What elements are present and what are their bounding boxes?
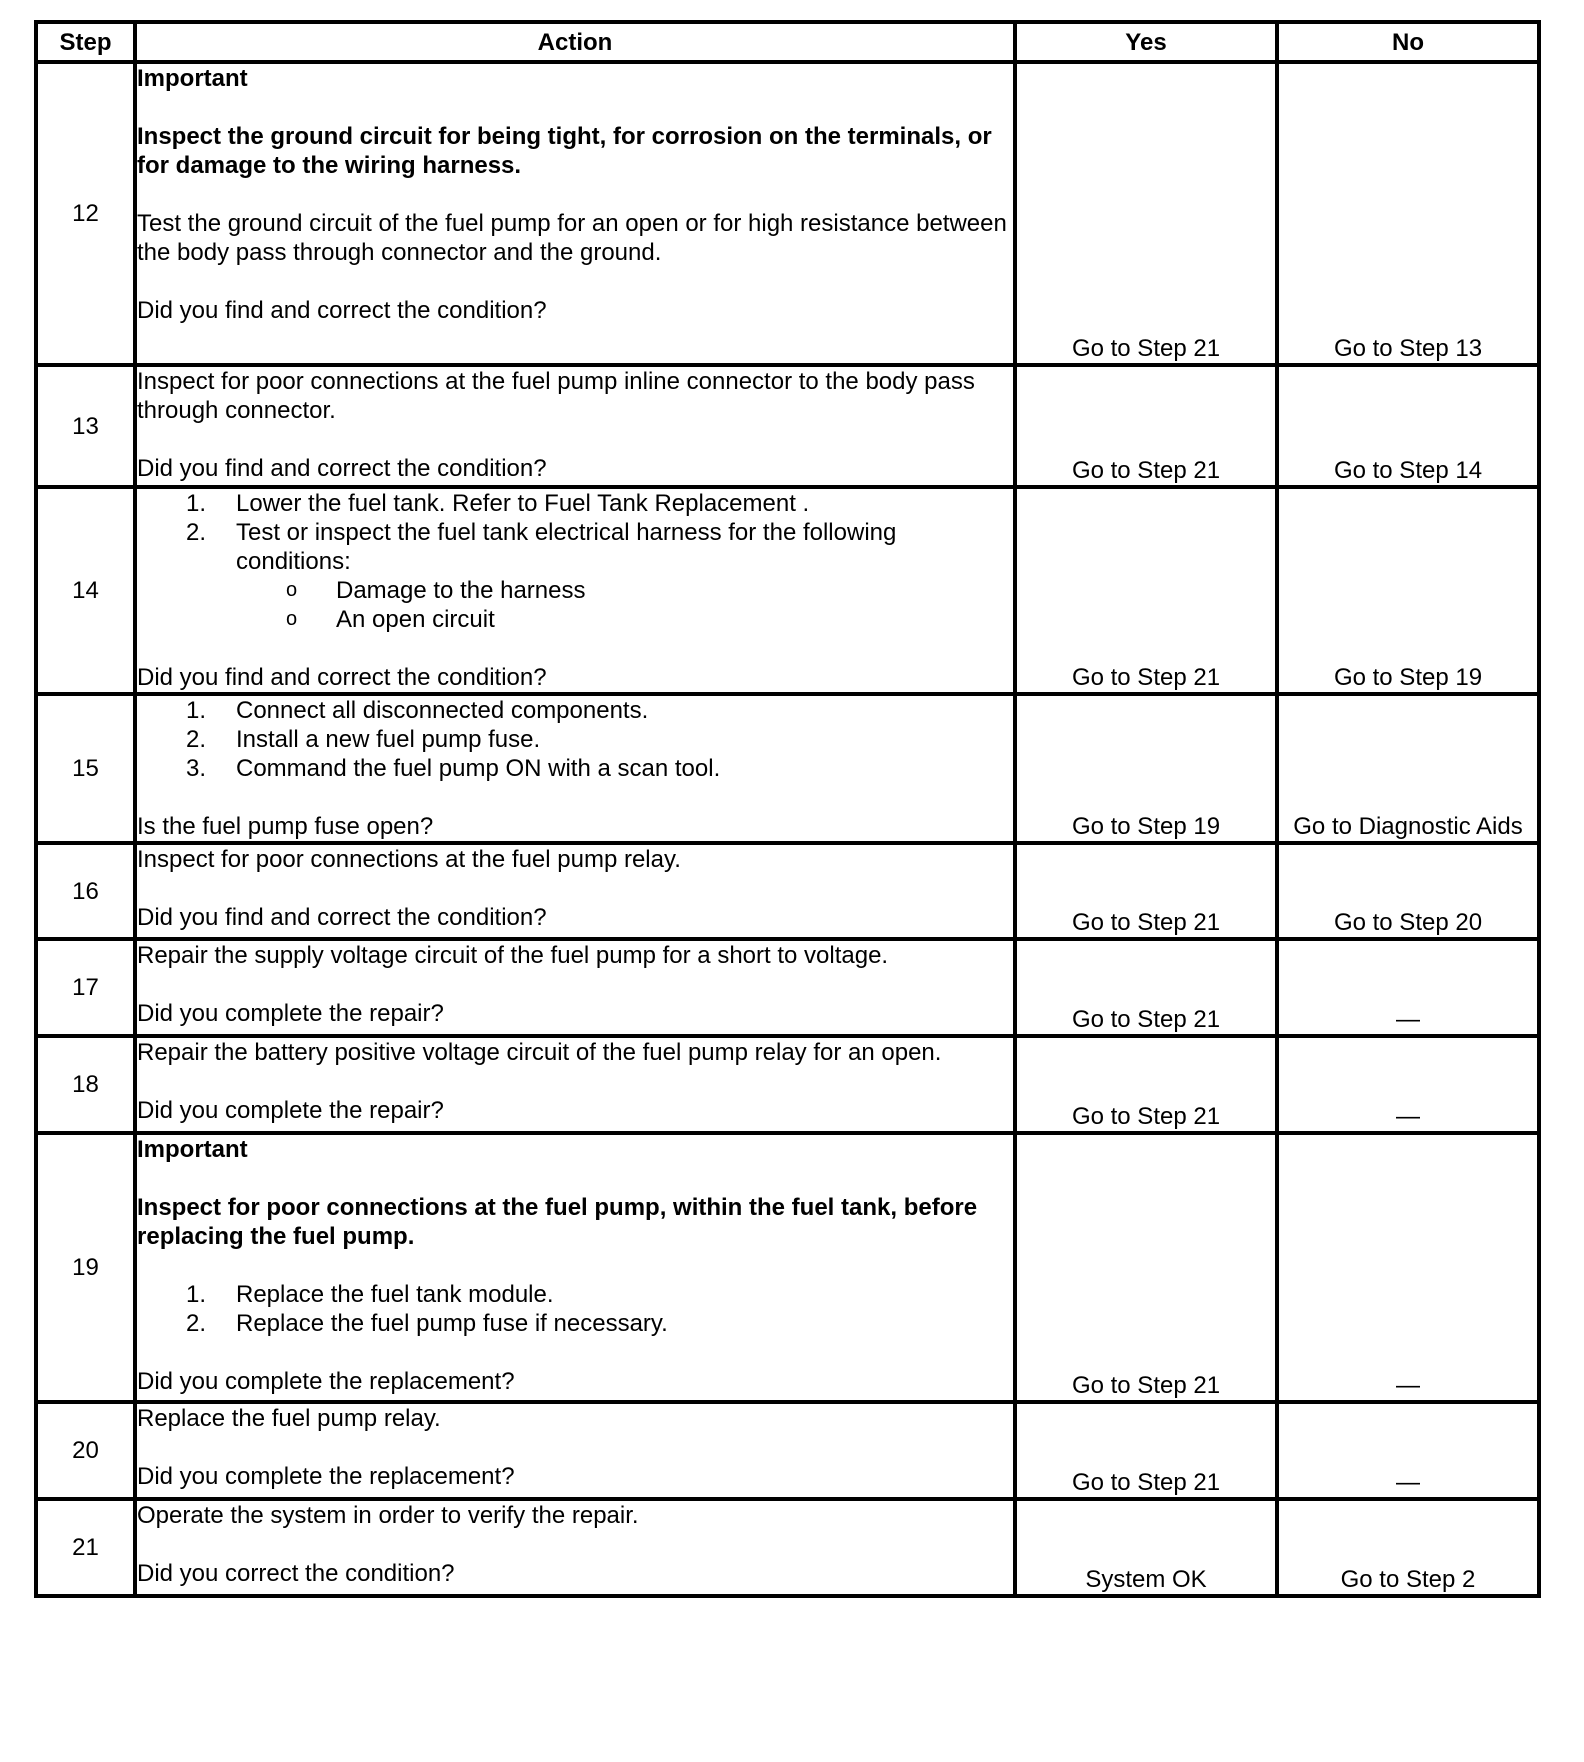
action-text: Replace the fuel pump relay. (137, 1405, 441, 1432)
step-number: 19 (36, 1133, 135, 1402)
table-row (36, 1499, 1539, 1596)
list-text: Damage to the harness (336, 577, 586, 604)
action-question: Did you find and correct the condition? (137, 297, 547, 324)
list-text: Command the fuel pump ON with a scan tool. (236, 755, 721, 782)
list-item (137, 754, 1013, 783)
action-text: Test the ground circuit of the fuel pump for an open or for high resistance between the body pass through connector and the ground. (137, 210, 1007, 266)
important-text: Inspect for poor connections at the fuel pump, within the fuel tank, before replacing the fuel pump. (137, 1194, 978, 1250)
yes-result: Go to Step 21 (1015, 487, 1277, 694)
list-number: 1. (186, 697, 207, 724)
action-question: Did you find and correct the condition? (137, 455, 547, 482)
action-cell (135, 62, 1015, 365)
action-question: Did you complete the repair? (137, 1097, 444, 1124)
action-text: Repair the battery positive voltage circuit of the fuel pump relay for an open. (137, 1039, 942, 1066)
no-result: Go to Diagnostic Aids (1277, 694, 1539, 843)
action-cell (135, 694, 1015, 843)
action-cell (135, 1499, 1015, 1596)
yes-result: Go to Step 19 (1015, 694, 1277, 843)
action-question: Did you correct the condition? (137, 1560, 455, 1587)
step-number: 15 (36, 694, 135, 843)
list-number: 2. (186, 726, 207, 753)
list-number: 2. (186, 519, 207, 546)
diagnostic-table (34, 20, 1541, 1598)
table-row (36, 694, 1539, 843)
action-text: Inspect for poor connections at the fuel pump inline connector to the body pass through connector. (137, 368, 975, 424)
step-number: 20 (36, 1402, 135, 1499)
step-number: 17 (36, 939, 135, 1036)
list-item (137, 1280, 1013, 1309)
list-item (137, 518, 1013, 576)
header-step: Step (36, 22, 135, 62)
numbered-list (137, 696, 1013, 783)
list-text: Install a new fuel pump fuse. (236, 726, 541, 753)
action-cell (135, 1036, 1015, 1133)
list-number: 1. (186, 490, 207, 517)
table-row (36, 843, 1539, 939)
no-result: Go to Step 13 (1277, 62, 1539, 365)
yes-result: Go to Step 21 (1015, 1133, 1277, 1402)
action-question: Did you complete the repair? (137, 1000, 444, 1027)
list-item (137, 725, 1013, 754)
action-question: Is the fuel pump fuse open? (137, 813, 434, 840)
list-text: Connect all disconnected components. (236, 697, 649, 724)
action-cell (135, 487, 1015, 694)
list-text: Replace the fuel tank module. (236, 1281, 554, 1308)
table-row (36, 1402, 1539, 1499)
no-result: — (1277, 1133, 1539, 1402)
step-number: 12 (36, 62, 135, 365)
list-text: Replace the fuel pump fuse if necessary. (236, 1310, 668, 1337)
header-no: No (1277, 22, 1539, 62)
yes-result: Go to Step 21 (1015, 843, 1277, 939)
list-number: 1. (186, 1281, 207, 1308)
no-result: — (1277, 1402, 1539, 1499)
list-text: An open circuit (336, 606, 495, 633)
list-item (137, 696, 1013, 725)
action-question: Did you find and correct the condition? (137, 904, 547, 931)
table-row (36, 1133, 1539, 1402)
action-question: Did you complete the replacement? (137, 1463, 515, 1490)
no-result: Go to Step 14 (1277, 365, 1539, 487)
step-number: 14 (36, 487, 135, 694)
action-cell (135, 365, 1015, 487)
header-row (36, 22, 1539, 62)
action-text: Repair the supply voltage circuit of the fuel pump for a short to voltage. (137, 942, 889, 969)
list-item (137, 1309, 1013, 1338)
list-text: Lower the fuel tank. Refer to Fuel Tank Replacement . (236, 490, 810, 517)
no-result: Go to Step 20 (1277, 843, 1539, 939)
table-row (36, 487, 1539, 694)
action-question: Did you complete the replacement? (137, 1368, 515, 1395)
action-cell (135, 1133, 1015, 1402)
circle-bullet-icon: o (286, 608, 298, 630)
table-row (36, 365, 1539, 487)
no-result: Go to Step 19 (1277, 487, 1539, 694)
yes-result: System OK (1015, 1499, 1277, 1596)
step-number: 16 (36, 843, 135, 939)
important-label: Important (137, 65, 248, 92)
yes-result: Go to Step 21 (1015, 62, 1277, 365)
list-item (137, 489, 1013, 518)
numbered-list (137, 489, 1013, 634)
important-label: Important (137, 1136, 248, 1163)
yes-result: Go to Step 21 (1015, 365, 1277, 487)
action-text: Inspect for poor connections at the fuel pump relay. (137, 846, 681, 873)
sub-list-item (137, 576, 1013, 605)
action-question: Did you find and correct the condition? (137, 664, 547, 691)
action-text: Operate the system in order to verify the repair. (137, 1502, 639, 1529)
list-number: 3. (186, 755, 207, 782)
no-result: — (1277, 939, 1539, 1036)
diagnostic-page (34, 20, 1541, 1598)
numbered-list (137, 1280, 1013, 1338)
step-number: 18 (36, 1036, 135, 1133)
header-yes: Yes (1015, 22, 1277, 62)
yes-result: Go to Step 21 (1015, 1402, 1277, 1499)
list-text: Test or inspect the fuel tank electrical harness for the following conditions: (236, 519, 897, 575)
no-result: Go to Step 2 (1277, 1499, 1539, 1596)
circle-bullet-icon: o (286, 579, 298, 601)
yes-result: Go to Step 21 (1015, 1036, 1277, 1133)
action-cell (135, 939, 1015, 1036)
table-row (36, 62, 1539, 365)
important-text: Inspect the ground circuit for being tight, for corrosion on the terminals, or for damage to the wiring harness. (137, 123, 992, 179)
table-row (36, 939, 1539, 1036)
sub-list-item (137, 605, 1013, 634)
action-cell (135, 843, 1015, 939)
yes-result: Go to Step 21 (1015, 939, 1277, 1036)
list-number: 2. (186, 1310, 207, 1337)
table-row (36, 1036, 1539, 1133)
no-result: — (1277, 1036, 1539, 1133)
step-number: 13 (36, 365, 135, 487)
action-cell (135, 1402, 1015, 1499)
step-number: 21 (36, 1499, 135, 1596)
header-action: Action (135, 22, 1015, 62)
